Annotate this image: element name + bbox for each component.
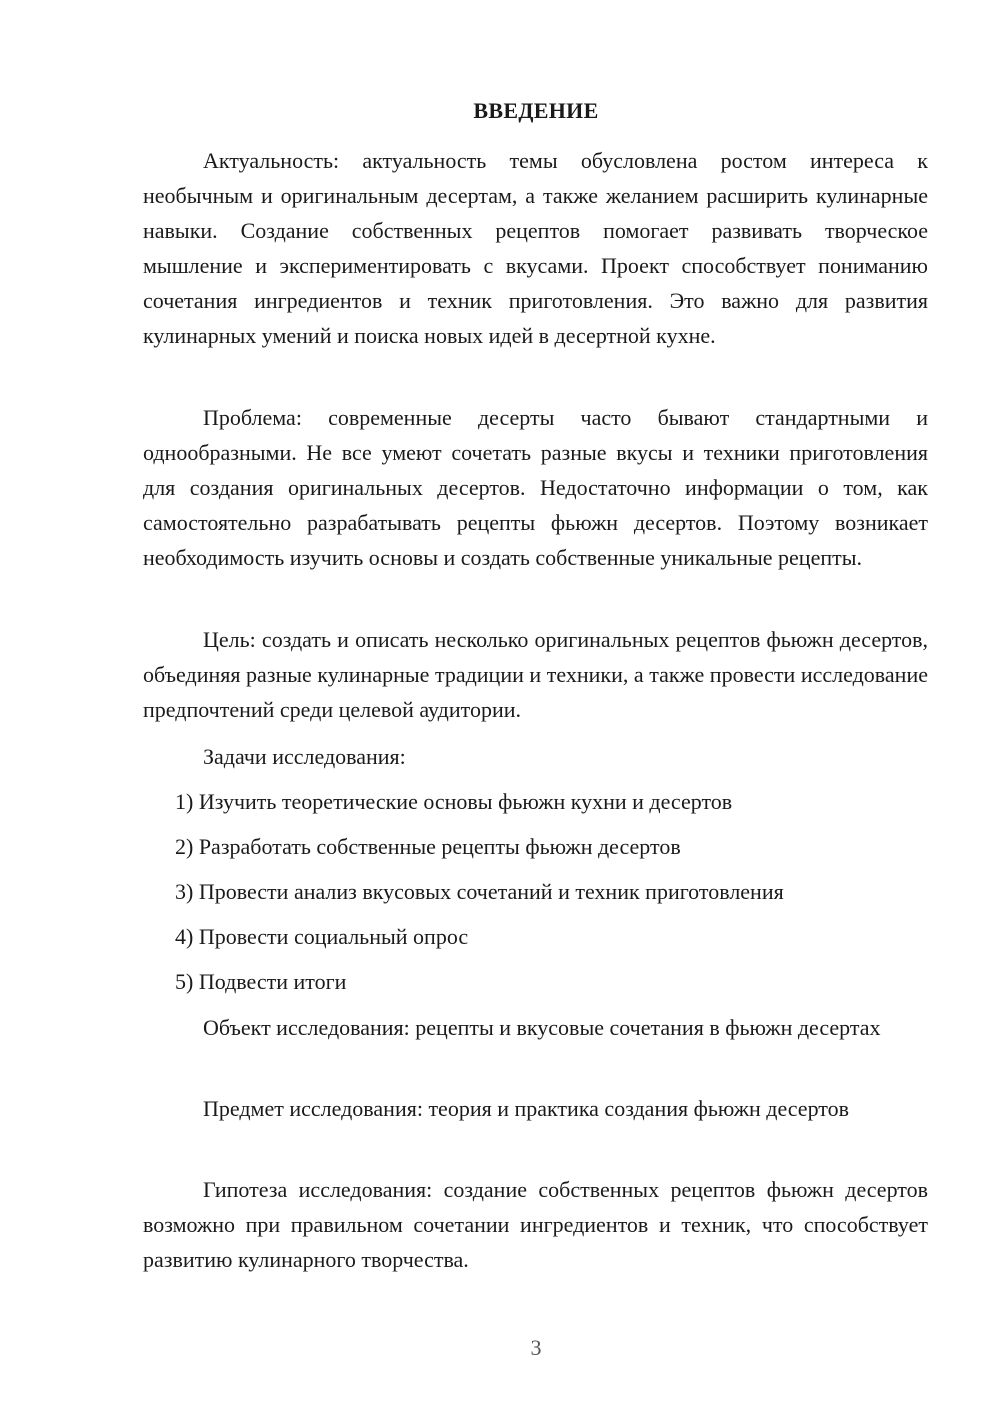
page-number: 3 [530,1335,542,1360]
task-item: 4) Провести социальный опрос [175,924,469,949]
task-item: 5) Подвести итоги [175,969,347,994]
tasks-heading: Задачи исследования: [203,744,406,769]
tasks-heading-section [143,739,928,774]
subject-section [143,1091,928,1126]
page-title: ВВЕДЕНИЕ [473,98,599,123]
task-item: 3) Провести анализ вкусовых сочетаний и техник приготовления [175,879,784,904]
object-paragraph: Объект исследования: рецепты и вкусовые сочетания в фьюжн десертах [203,1015,881,1040]
hypothesis-paragraph: Гипотеза исследования: создание собственных рецептов фьюжн десертов возможно при правильном сочетании ингредиентов и техник, что способствует развитию кулинарного творчества. [143,1177,928,1272]
goal-section [143,622,928,727]
hypothesis-section [143,1172,928,1277]
subject-paragraph: Предмет исследования: теория и практика создания фьюжн десертов [203,1096,849,1121]
problem-paragraph: Проблема: современные десерты часто бывают стандартными и однообразными. Не все умеют сочетать разные вкусы и техники приготовления для создания оригинальных десертов. Недостаточно информации о том, как самостоятельно разрабатывать рецепты фьюжн десертов. Поэтому возникает необходимость изучить основы и создать собственные уникальные рецепты. [143,405,928,570]
goal-paragraph: Цель: создать и описать несколько оригинальных рецептов фьюжн десертов, объединяя разные кулинарные традиции и техники, а также провести исследование предпочтений среди целевой аудитории. [143,627,928,722]
task-item: 2) Разработать собственные рецепты фьюжн десертов [175,834,681,859]
task-item: 1) Изучить теоретические основы фьюжн кухни и десертов [175,789,733,814]
problem-section [143,400,928,575]
relevance-section [143,143,928,353]
relevance-paragraph: Актуальность: актуальность темы обусловлена ростом интереса к необычным и оригинальным десертам, а также желанием расширить кулинарные навыки. Создание собственных рецептов помогает развивать творческое мышление и экспериментировать с вкусами. Проект способствует пониманию сочетания ингредиентов и техник приготовления. Это важно для развития кулинарных умений и поиска новых идей в десертной кухне. [143,148,928,348]
object-section [143,1010,928,1045]
